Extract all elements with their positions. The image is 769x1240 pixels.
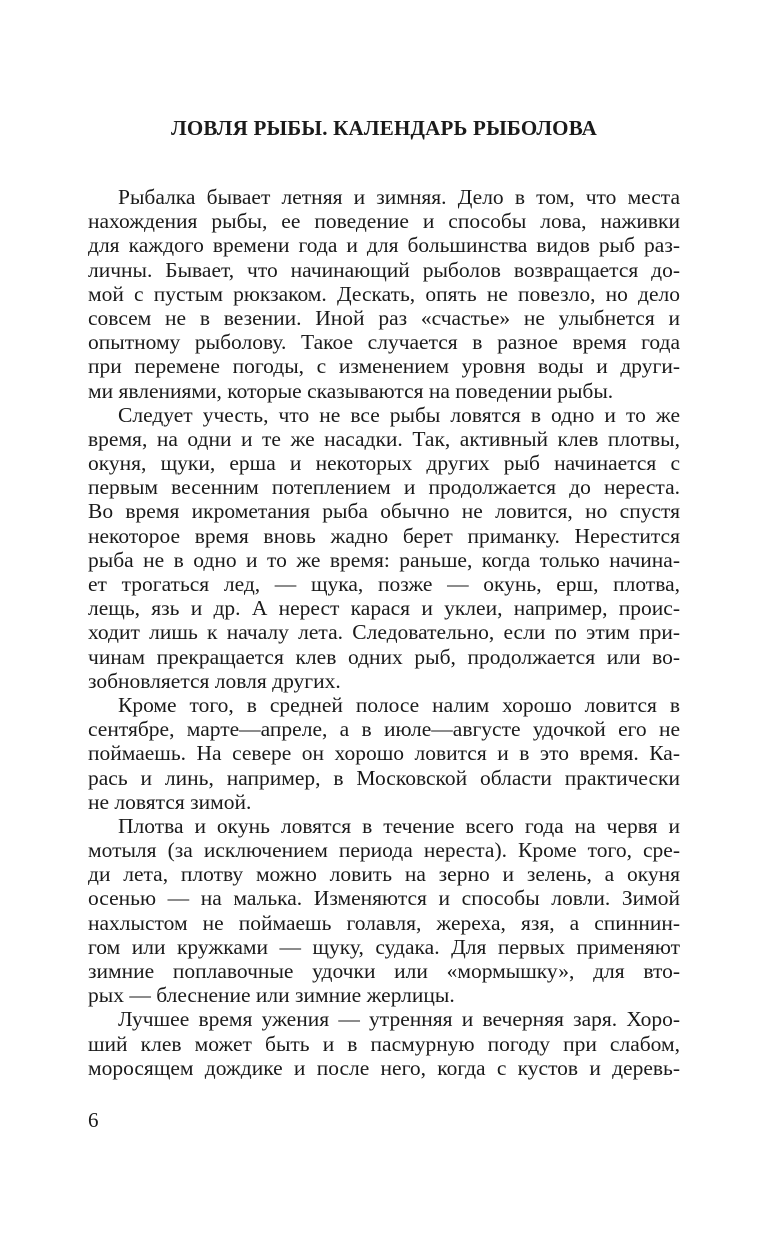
text-line: совсем не в везении. Иной раз «счастье» не улыбнется и [88,305,680,330]
page-title: ЛОВЛЯ РЫБЫ. КАЛЕНДАРЬ РЫБОЛОВА [171,116,597,140]
text-line: Кроме того, в средней полосе налим хорошо ловится в [118,692,680,717]
text-line: зимние поплавочные удочки или «мормышку», для вто- [88,959,680,983]
text-line: некоторое время вновь жадно берет приманку. Нерестится [88,523,680,548]
text-line: Лучшее время ужения — утренняя и вечерняя заря. Хоро- [118,1007,680,1032]
text-line: личны. Бывает, что начинающий рыболов возвращается до- [88,257,680,282]
text-line: зобновляется ловля других. [88,668,341,693]
text-line: нахлыстом не поймаешь голавля, жереха, язя, а спиннин- [88,910,680,935]
text-line: не ловятся зимой. [88,789,252,814]
text-line: при перемене погоды, с изменением уровня воды и други- [88,354,680,379]
text-line: рых — блеснение или зимние жерлицы. [88,983,455,1008]
body-text [88,185,680,1080]
text-line: рась и линь, например, в Московской области практически [88,765,680,790]
text-line: Во время икрометания рыба обычно не ловится, но спустя [88,499,680,524]
text-line: лещь, язь и др. А нерест карася и уклеи, например, проис- [88,596,680,621]
page-number: 6 [88,1108,99,1132]
text-line: поймаешь. На севере он хорошо ловится и в это время. Ка- [88,741,680,766]
text-line: ходит лишь к началу лета. Следовательно, если по этим при- [88,620,680,645]
text-line: ет трогаться лед, — щука, позже — окунь, ерш, плотва, [88,572,680,596]
text-line: опытному рыболову. Такое случается в разное время года [88,330,680,355]
text-line: для каждого времени года и для большинства видов рыб раз- [88,233,680,258]
text-line: рыба не в одно и то же время: раньше, когда только начина- [88,547,680,572]
text-line: ди лета, плотву можно ловить на зерно и зелень, а окуня [88,862,680,887]
text-line: окуня, щуки, ерша и некоторых других рыб начинается с [88,451,680,476]
text-line: мотыля (за исключением периода нереста). Кроме того, сре- [88,838,680,863]
text-line: осенью — на малька. Изменяются и способы ловли. Зимой [88,886,680,911]
text-line: моросящем дождике и после него, когда с кустов и деревь- [88,1055,680,1080]
text-line: первым весенним потеплением и продолжается до нереста. [88,475,680,500]
text-line: сентябре, марте—апреле, а в июле—августе удочкой его не [88,717,680,742]
text-line: нахождения рыбы, ее поведение и способы лова, наживки [88,209,680,234]
text-line: время, на одни и те же насадки. Так, активный клев плотвы, [88,426,680,451]
text-line: гом или кружками — щуку, судака. Для первых применяют [88,934,680,959]
text-line: Следует учесть, что не все рыбы ловятся в одно и то же [118,402,680,427]
text-line: Рыбалка бывает летняя и зимняя. Дело в том, что места [118,185,680,209]
text-line: ми явлениями, которые сказываются на поведении рыбы. [88,378,614,403]
text-line: ший клев может быть и в пасмурную погоду при слабом, [88,1031,680,1056]
text-line: мой с пустым рюкзаком. Дескать, опять не повезло, но дело [88,281,680,306]
text-line: чинам прекращается клев одних рыб, продолжается или во- [88,644,680,669]
text-line: Плотва и окунь ловятся в течение всего года на червя и [118,813,680,838]
